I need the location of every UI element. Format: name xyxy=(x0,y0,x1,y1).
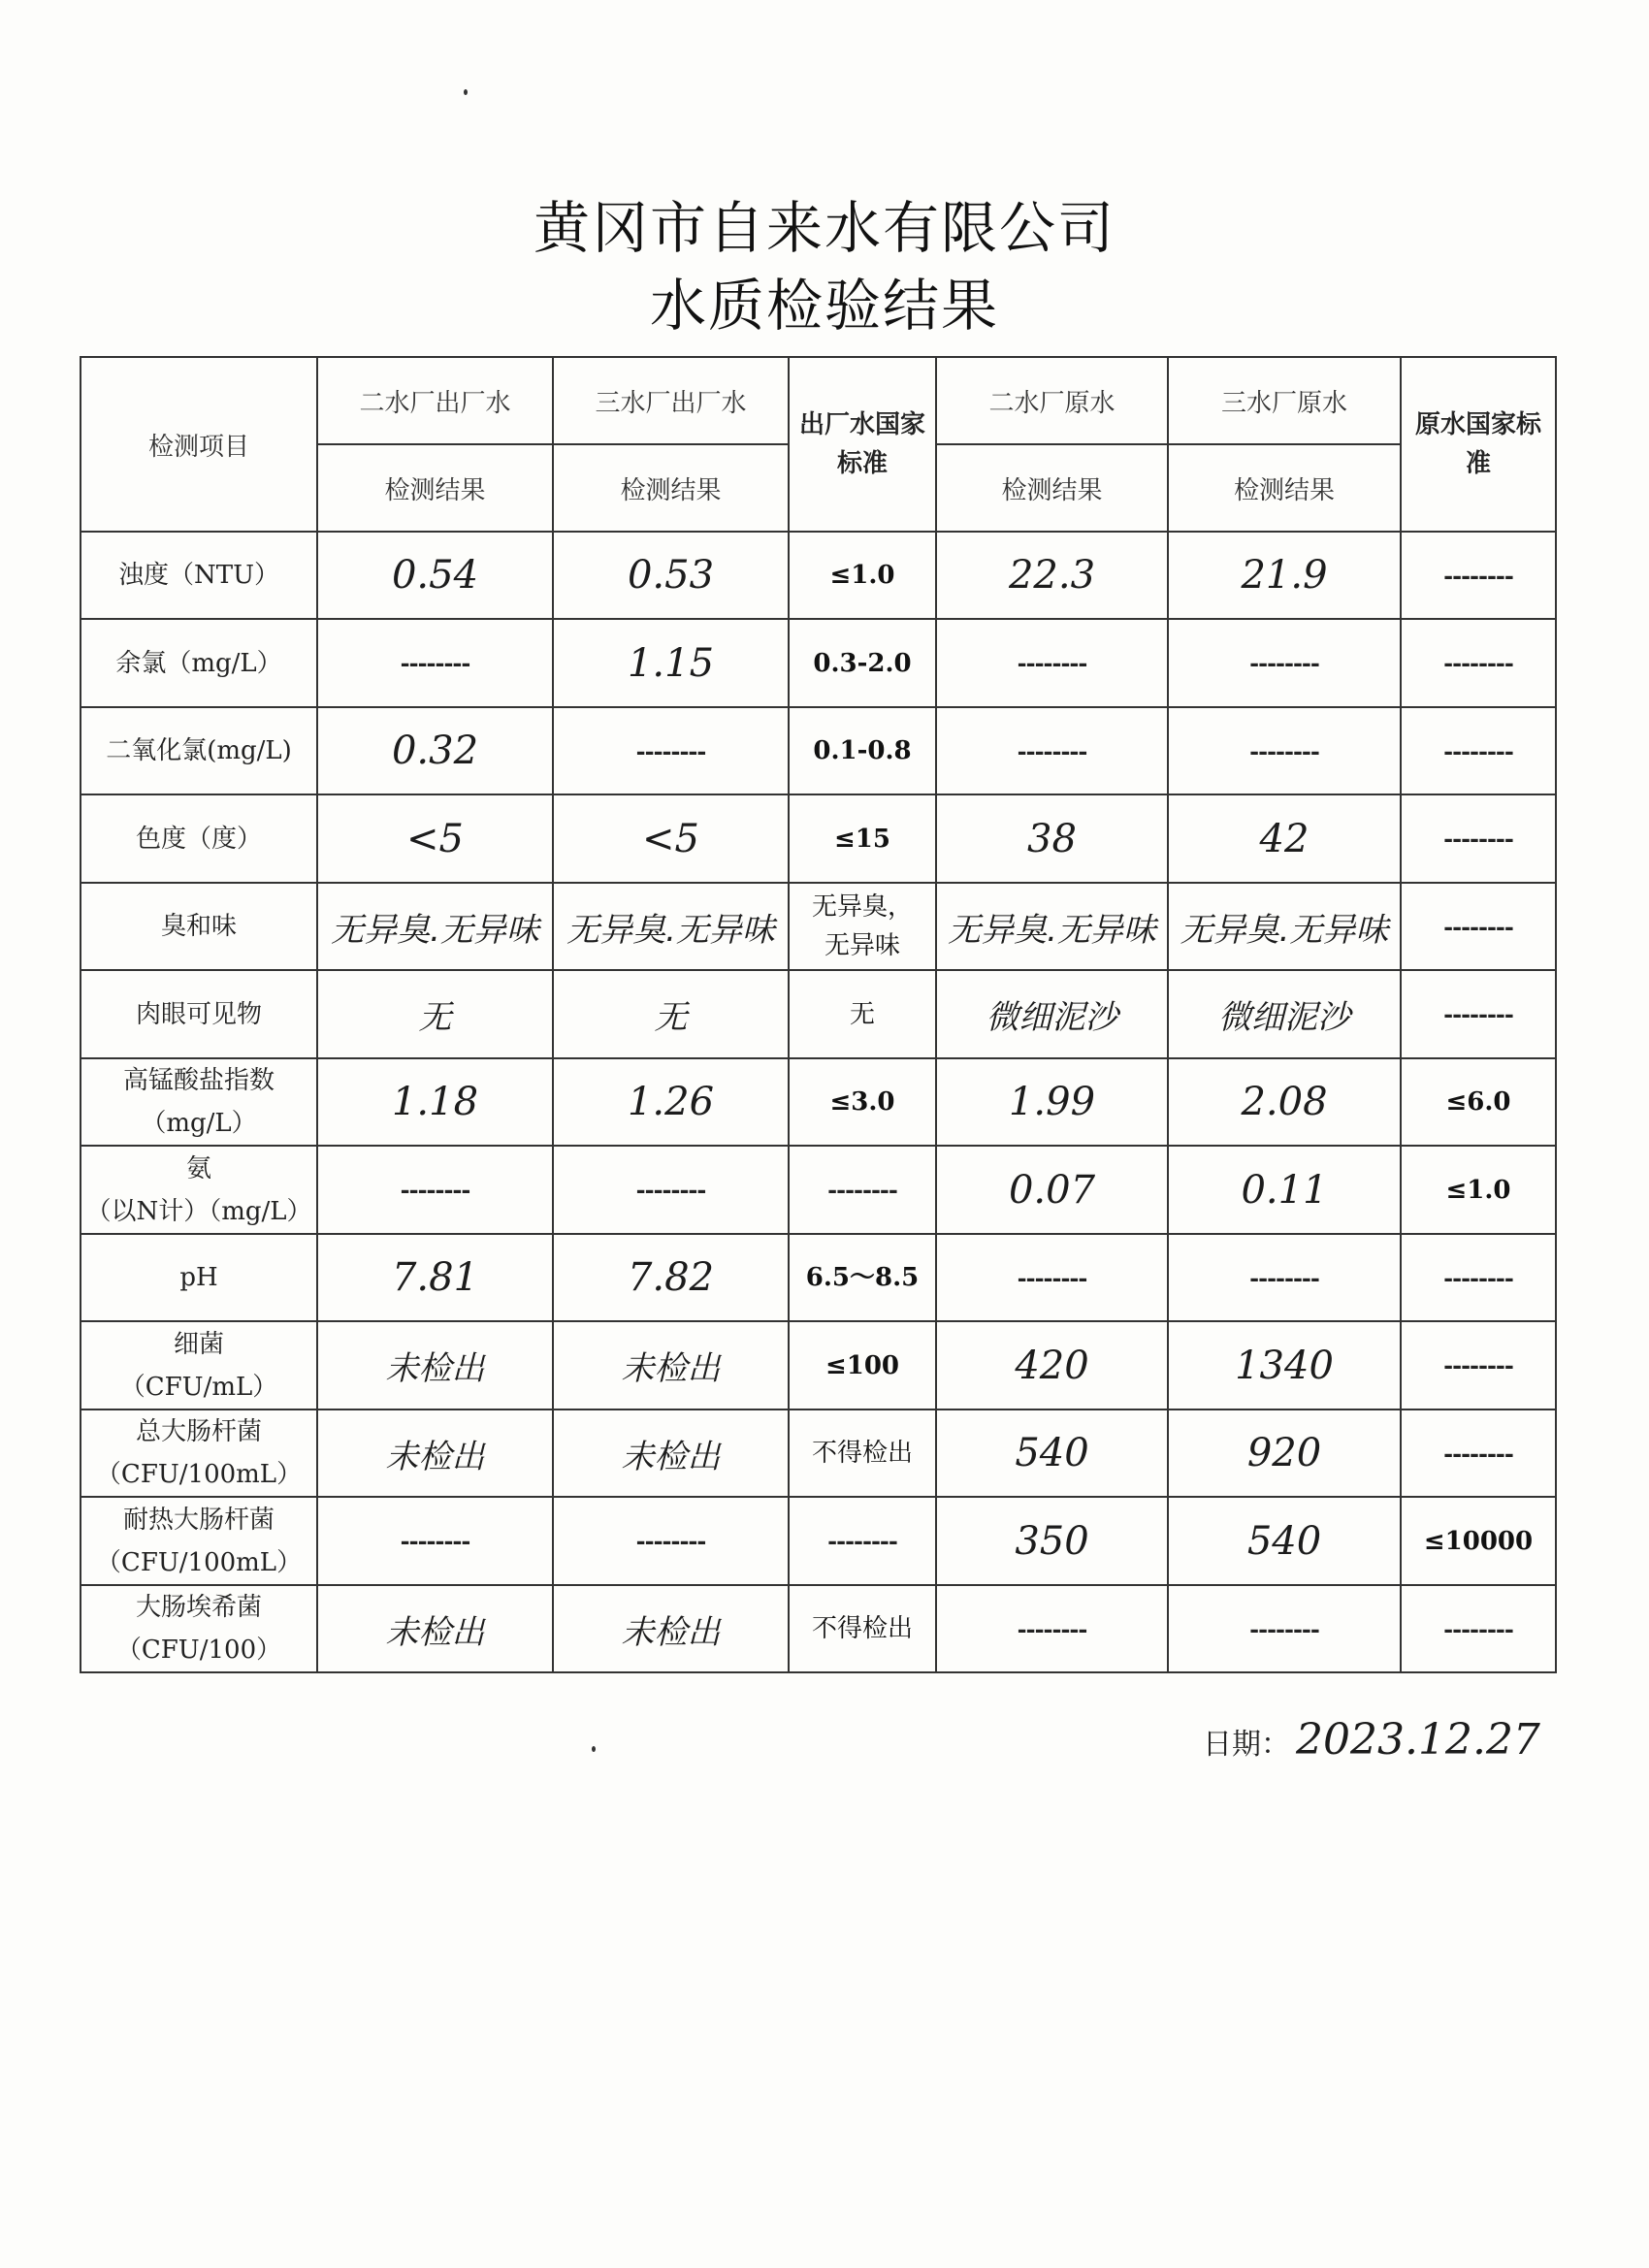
report-title: 水质检验结果 xyxy=(649,273,999,339)
table-row xyxy=(81,707,1556,794)
table-row xyxy=(81,1409,1556,1497)
table-row xyxy=(81,1234,1556,1321)
item-name-cell: 大肠埃希菌 （CFU/100） xyxy=(81,1585,317,1672)
raw-std-cell: -------- xyxy=(1401,1321,1556,1409)
out-std-cell: 无异臭， 无异味 xyxy=(789,883,936,970)
item-name-cell: 耐热大肠杆菌 （CFU/100mL） xyxy=(81,1497,317,1585)
p3-raw-cell: 微细泥沙 xyxy=(1168,970,1401,1058)
p3-raw-cell: 2.08 xyxy=(1168,1058,1401,1146)
p2-out-cell: 未检出 xyxy=(317,1409,553,1497)
item-name-cell: 浊度（NTU） xyxy=(81,532,317,619)
p3-out-cell: 无 xyxy=(553,970,789,1058)
raw-std-cell: ≤6.0 xyxy=(1401,1058,1556,1146)
header-result: 检测结果 xyxy=(1168,444,1401,532)
p2-out-cell: 7.81 xyxy=(317,1234,553,1321)
scan-speck xyxy=(592,1746,596,1752)
item-name-cell: 二氧化氯(mg/L) xyxy=(81,707,317,794)
header-plant3-out: 三水厂出厂水 xyxy=(553,357,789,444)
table-row xyxy=(81,1585,1556,1672)
item-name-cell: pH xyxy=(81,1234,317,1321)
out-std-cell: ≤3.0 xyxy=(789,1058,936,1146)
raw-std-cell: -------- xyxy=(1401,619,1556,707)
header-result: 检测结果 xyxy=(936,444,1168,532)
p2-raw-cell: 22.3 xyxy=(936,532,1168,619)
raw-std-cell: -------- xyxy=(1401,883,1556,970)
p2-raw-cell: -------- xyxy=(936,619,1168,707)
p3-raw-cell: -------- xyxy=(1168,1585,1401,1672)
p2-out-cell: -------- xyxy=(317,1146,553,1234)
p3-out-cell: 未检出 xyxy=(553,1585,789,1672)
out-std-cell: 0.3-2.0 xyxy=(789,619,936,707)
out-std-cell: 无 xyxy=(789,970,936,1058)
header-plant2-raw: 二水厂原水 xyxy=(936,357,1168,444)
raw-std-cell: -------- xyxy=(1401,1585,1556,1672)
water-quality-table xyxy=(80,356,1557,1673)
p2-raw-cell: -------- xyxy=(936,707,1168,794)
p3-out-cell: 1.26 xyxy=(553,1058,789,1146)
p3-out-cell: 7.82 xyxy=(553,1234,789,1321)
p2-out-cell: 未检出 xyxy=(317,1585,553,1672)
item-name-cell: 色度（度） xyxy=(81,794,317,883)
p2-out-cell: -------- xyxy=(317,619,553,707)
out-std-cell: ≤15 xyxy=(789,794,936,883)
header-plant3-raw: 三水厂原水 xyxy=(1168,357,1401,444)
table-row xyxy=(81,1146,1556,1234)
p3-out-cell: -------- xyxy=(553,1146,789,1234)
header-row-1 xyxy=(81,357,1556,444)
p2-out-cell: 无异臭.无异味 xyxy=(317,883,553,970)
out-std-cell: ≤1.0 xyxy=(789,532,936,619)
table-row xyxy=(81,532,1556,619)
p2-out-cell: -------- xyxy=(317,1497,553,1585)
p2-raw-cell: 420 xyxy=(936,1321,1168,1409)
header-raw-standard: 原水国家标准 xyxy=(1401,357,1556,532)
p2-raw-cell: 1.99 xyxy=(936,1058,1168,1146)
header-plant2-out: 二水厂出厂水 xyxy=(317,357,553,444)
p2-out-cell: 0.54 xyxy=(317,532,553,619)
p2-raw-cell: -------- xyxy=(936,1234,1168,1321)
item-name-cell: 高锰酸盐指数 （mg/L） xyxy=(81,1058,317,1146)
out-std-cell: 不得检出 xyxy=(789,1409,936,1497)
out-std-cell: ≤100 xyxy=(789,1321,936,1409)
p3-out-cell: -------- xyxy=(553,1497,789,1585)
raw-std-cell: ≤1.0 xyxy=(1401,1146,1556,1234)
out-std-cell: -------- xyxy=(789,1497,936,1585)
p2-out-cell: 1.18 xyxy=(317,1058,553,1146)
header-result: 检测结果 xyxy=(317,444,553,532)
p2-raw-cell: 350 xyxy=(936,1497,1168,1585)
p2-raw-cell: 微细泥沙 xyxy=(936,970,1168,1058)
date-row xyxy=(1203,1715,1540,1765)
raw-std-cell: -------- xyxy=(1401,1234,1556,1321)
item-name-cell: 氨 （以N计）（mg/L） xyxy=(81,1146,317,1234)
company-title: 黄冈市自来水有限公司 xyxy=(533,195,1116,261)
table-row xyxy=(81,1321,1556,1409)
p3-raw-cell: 1340 xyxy=(1168,1321,1401,1409)
p3-raw-cell: -------- xyxy=(1168,707,1401,794)
p3-raw-cell: 42 xyxy=(1168,794,1401,883)
p2-raw-cell: 540 xyxy=(936,1409,1168,1497)
p3-raw-cell: 21.9 xyxy=(1168,532,1401,619)
p3-out-cell: -------- xyxy=(553,707,789,794)
p3-out-cell: <5 xyxy=(553,794,789,883)
scan-speck xyxy=(464,89,468,95)
p2-raw-cell: -------- xyxy=(936,1585,1168,1672)
p3-raw-cell: -------- xyxy=(1168,1234,1401,1321)
raw-std-cell: -------- xyxy=(1401,707,1556,794)
out-std-cell: 6.5～8.5 xyxy=(789,1234,936,1321)
p2-out-cell: 未检出 xyxy=(317,1321,553,1409)
p3-raw-cell: -------- xyxy=(1168,619,1401,707)
raw-std-cell: -------- xyxy=(1401,532,1556,619)
p2-out-cell: 无 xyxy=(317,970,553,1058)
date-label: 日期： xyxy=(1203,1728,1290,1762)
header-result: 检测结果 xyxy=(553,444,789,532)
item-name-cell: 臭和味 xyxy=(81,883,317,970)
title-block xyxy=(0,189,1649,344)
date-value: 2023.12.27 xyxy=(1296,1715,1540,1765)
p2-out-cell: 0.32 xyxy=(317,707,553,794)
table-row xyxy=(81,1497,1556,1585)
p3-raw-cell: 0.11 xyxy=(1168,1146,1401,1234)
item-name-cell: 总大肠杆菌 （CFU/100mL） xyxy=(81,1409,317,1497)
p2-out-cell: <5 xyxy=(317,794,553,883)
table-row xyxy=(81,794,1556,883)
p3-out-cell: 未检出 xyxy=(553,1321,789,1409)
raw-std-cell: ≤10000 xyxy=(1401,1497,1556,1585)
raw-std-cell: -------- xyxy=(1401,970,1556,1058)
table-row xyxy=(81,1058,1556,1146)
item-name-cell: 余氯（mg/L） xyxy=(81,619,317,707)
table-row xyxy=(81,970,1556,1058)
item-name-cell: 细菌 （CFU/mL） xyxy=(81,1321,317,1409)
table-row xyxy=(81,883,1556,970)
p2-raw-cell: 38 xyxy=(936,794,1168,883)
item-name-cell: 肉眼可见物 xyxy=(81,970,317,1058)
p3-raw-cell: 540 xyxy=(1168,1497,1401,1585)
p3-raw-cell: 无异臭.无异味 xyxy=(1168,883,1401,970)
p2-raw-cell: 0.07 xyxy=(936,1146,1168,1234)
out-std-cell: 不得检出 xyxy=(789,1585,936,1672)
out-std-cell: 0.1-0.8 xyxy=(789,707,936,794)
table-row xyxy=(81,619,1556,707)
p3-out-cell: 未检出 xyxy=(553,1409,789,1497)
out-std-cell: -------- xyxy=(789,1146,936,1234)
p3-out-cell: 0.53 xyxy=(553,532,789,619)
raw-std-cell: -------- xyxy=(1401,1409,1556,1497)
p3-out-cell: 1.15 xyxy=(553,619,789,707)
raw-std-cell: -------- xyxy=(1401,794,1556,883)
header-item: 检测项目 xyxy=(81,357,317,532)
p2-raw-cell: 无异臭.无异味 xyxy=(936,883,1168,970)
header-out-standard: 出厂水国家标准 xyxy=(789,357,936,532)
p3-raw-cell: 920 xyxy=(1168,1409,1401,1497)
p3-out-cell: 无异臭.无异味 xyxy=(553,883,789,970)
